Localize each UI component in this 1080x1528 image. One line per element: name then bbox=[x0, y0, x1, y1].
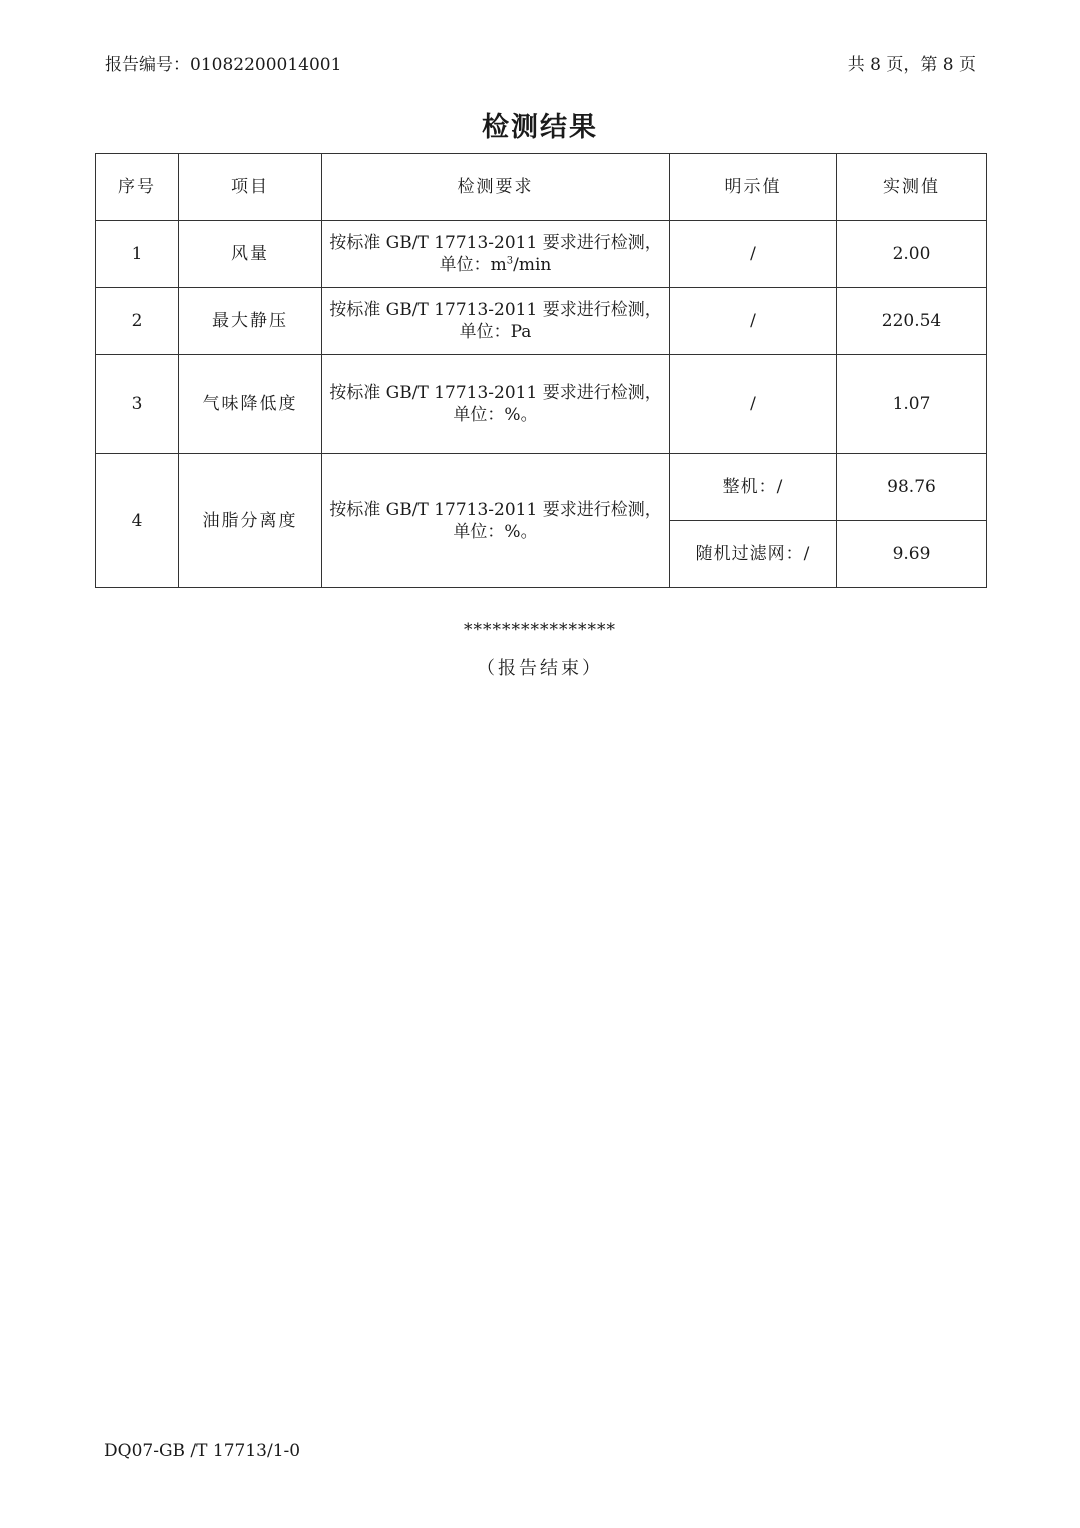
document-code: DQ07-GB /T 17713/1-0 bbox=[104, 1441, 301, 1461]
row-requirement bbox=[322, 221, 670, 288]
table-row bbox=[96, 288, 987, 355]
requirement-text: 按标准 GB/T 17713-2011 要求进行检测， bbox=[329, 383, 662, 403]
column-header-measured: 实测值 bbox=[837, 154, 987, 221]
column-header-index: 序号 bbox=[96, 154, 179, 221]
requirement-text: 按标准 GB/T 17713-2011 要求进行检测， bbox=[329, 300, 662, 320]
row-index: 1 bbox=[96, 221, 179, 288]
page-info: 共 8 页，第 8 页 bbox=[847, 55, 976, 75]
row-requirement bbox=[322, 355, 670, 454]
row-measured: 2.00 bbox=[837, 221, 987, 288]
column-header-requirement: 检测要求 bbox=[322, 154, 670, 221]
table-row bbox=[96, 221, 987, 288]
unit-prefix: 单位：m bbox=[439, 255, 507, 275]
row-declared-filter: 随机过滤网：/ bbox=[670, 521, 837, 588]
row-measured-whole-unit: 98.76 bbox=[837, 454, 987, 521]
row-index: 2 bbox=[96, 288, 179, 355]
results-table bbox=[95, 153, 987, 588]
row-measured-filter: 9.69 bbox=[837, 521, 987, 588]
column-header-declared: 明示值 bbox=[670, 154, 837, 221]
row-index: 4 bbox=[96, 454, 179, 588]
table-header-row bbox=[96, 154, 987, 221]
row-requirement bbox=[322, 454, 670, 588]
row-item: 油脂分离度 bbox=[179, 454, 322, 588]
end-separator-stars: **************** bbox=[464, 620, 616, 640]
row-item: 气味降低度 bbox=[179, 355, 322, 454]
row-item: 风量 bbox=[179, 221, 322, 288]
row-measured: 220.54 bbox=[837, 288, 987, 355]
report-end-note: （报告结束） bbox=[477, 658, 603, 679]
requirement-unit: 单位：Pa bbox=[459, 322, 532, 342]
table-row bbox=[96, 355, 987, 454]
unit-suffix: /min bbox=[513, 255, 552, 275]
row-item: 最大静压 bbox=[179, 288, 322, 355]
requirement-text: 按标准 GB/T 17713-2011 要求进行检测， bbox=[329, 233, 662, 253]
row-measured: 1.07 bbox=[837, 355, 987, 454]
requirement-text: 按标准 GB/T 17713-2011 要求进行检测， bbox=[329, 499, 662, 520]
table-row bbox=[96, 454, 987, 521]
page-title: 检测结果 bbox=[482, 112, 598, 143]
row-declared: / bbox=[670, 288, 837, 355]
requirement-unit: 单位：%。 bbox=[453, 405, 538, 425]
row-index: 3 bbox=[96, 355, 179, 454]
row-requirement bbox=[322, 288, 670, 355]
unit-superscript: 3 bbox=[506, 255, 514, 267]
row-declared-whole-unit: 整机：/ bbox=[670, 454, 837, 521]
requirement-unit bbox=[326, 254, 665, 276]
column-header-item: 项目 bbox=[179, 154, 322, 221]
row-declared: / bbox=[670, 355, 837, 454]
requirement-unit: 单位：%。 bbox=[453, 521, 538, 542]
report-number: 报告编号：01082200014001 bbox=[105, 55, 342, 75]
row-declared: / bbox=[670, 221, 837, 288]
